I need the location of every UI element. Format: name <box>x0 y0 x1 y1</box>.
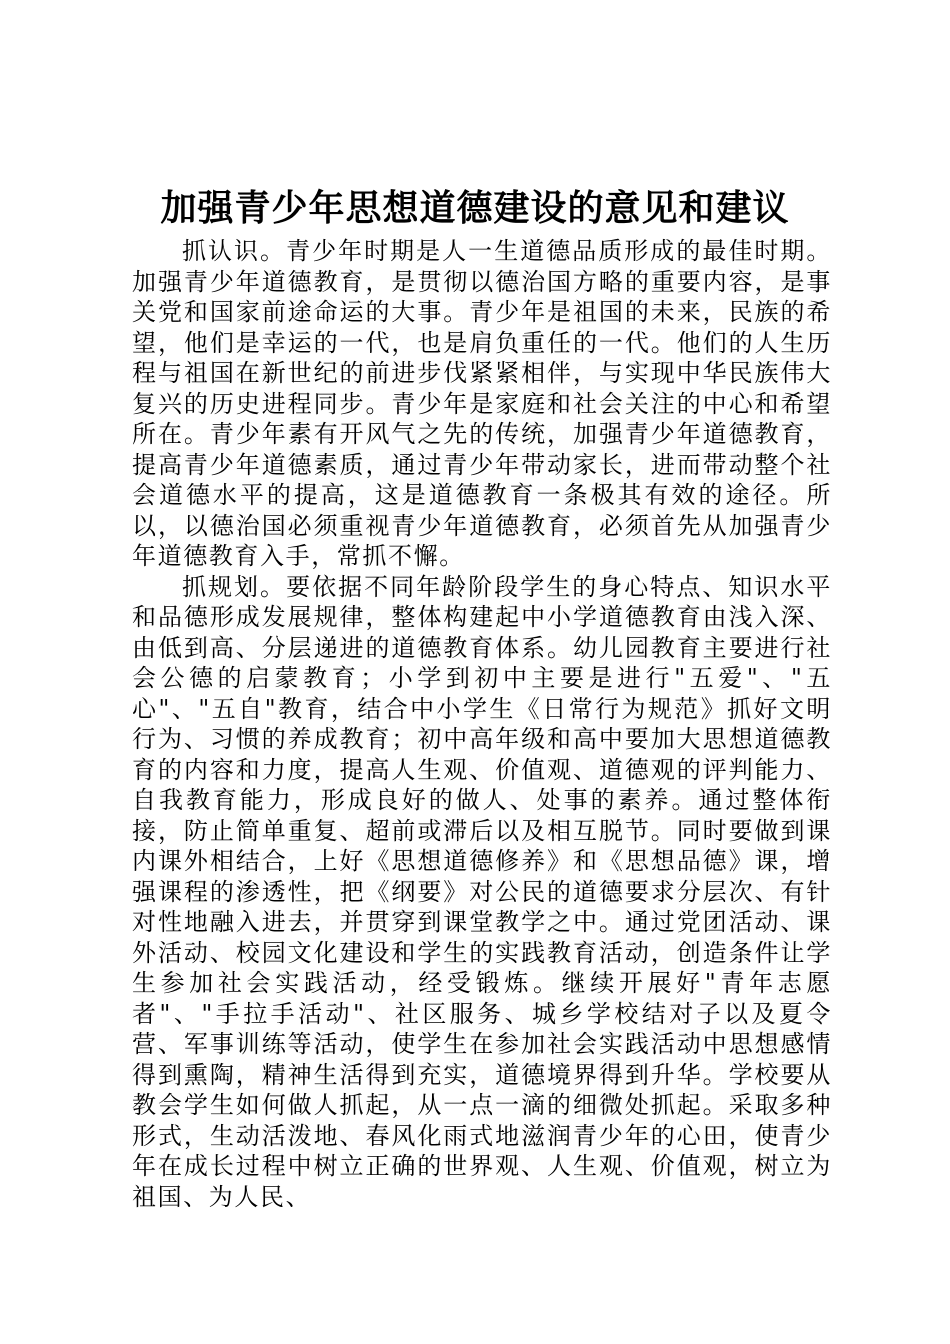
document-body <box>132 236 832 1212</box>
paragraph-understanding: 抓认识。青少年时期是人一生道德品质形成的最佳时期。加强青少年道德教育，是贯彻以德治国方略的重要内容，是事关党和国家前途命运的大事。青少年是祖国的未来，民族的希望，他们是幸运的一代，也是肩负重任的一代。他们的人生历程与祖国在新世纪的前进步伐紧紧相伴，与实现中华民族伟大复兴的历史进程同步。青少年是家庭和社会关注的中心和希望所在。青少年素有开风气之先的传统，加强青少年道德教育，提高青少年道德素质，通过青少年带动家长，进而带动整个社会道德水平的提高，这是道德教育一条极其有效的途径。所以，以德治国必须重视青少年道德教育，必须首先从加强青少年道德教育入手，常抓不懈。 <box>132 237 832 570</box>
document-title: 加强青少年思想道德建设的意见和建议 <box>160 187 790 229</box>
paragraph-planning: 抓规划。要依据不同年龄阶段学生的身心特点、知识水平和品德形成发展规律，整体构建起中小学道德教育由浅入深、由低到高、分层递进的道德教育体系。幼儿园教育主要进行社会公德的启蒙教育；小学到初中主要是进行"五爱"、"五心"、"五自"教育，结合中小学生《日常行为规范》抓好文明行为、习惯的养成教育；初中高年级和高中要加大思想道德教育的内容和力度，提高人生观、价值观、道德观的评判能力、自我教育能力，形成良好的做人、处事的素养。通过整体衔接，防止简单重复、超前或滞后以及相互脱节。同时要做到课内课外相结合，上好《思想道德修养》和《思想品德》课，增强课程的渗透性，把《纲要》对公民的道德要求分层次、有针对性地融入进去，并贯穿到课堂教学之中。通过党团活动、课外活动、校园文化建设和学生的实践教育活动，创造条件让学生参加社会实践活动，经受锻炼。继续开展好"青年志愿者"、"手拉手活动"、社区服务、城乡学校结对子以及夏令营、军事训练等活动，使学生在参加社会实践活动中思想感情得到熏陶，精神生活得到充实，道德境界得到升华。学校要从教会学生如何做人抓起，从一点一滴的细微处抓起。采取多种形式，生动活泼地、春风化雨式地滋润青少年的心田，使青少年在成长过程中树立正确的世界观、人生观、价值观，树立为祖国、为人民、 <box>132 572 832 1211</box>
